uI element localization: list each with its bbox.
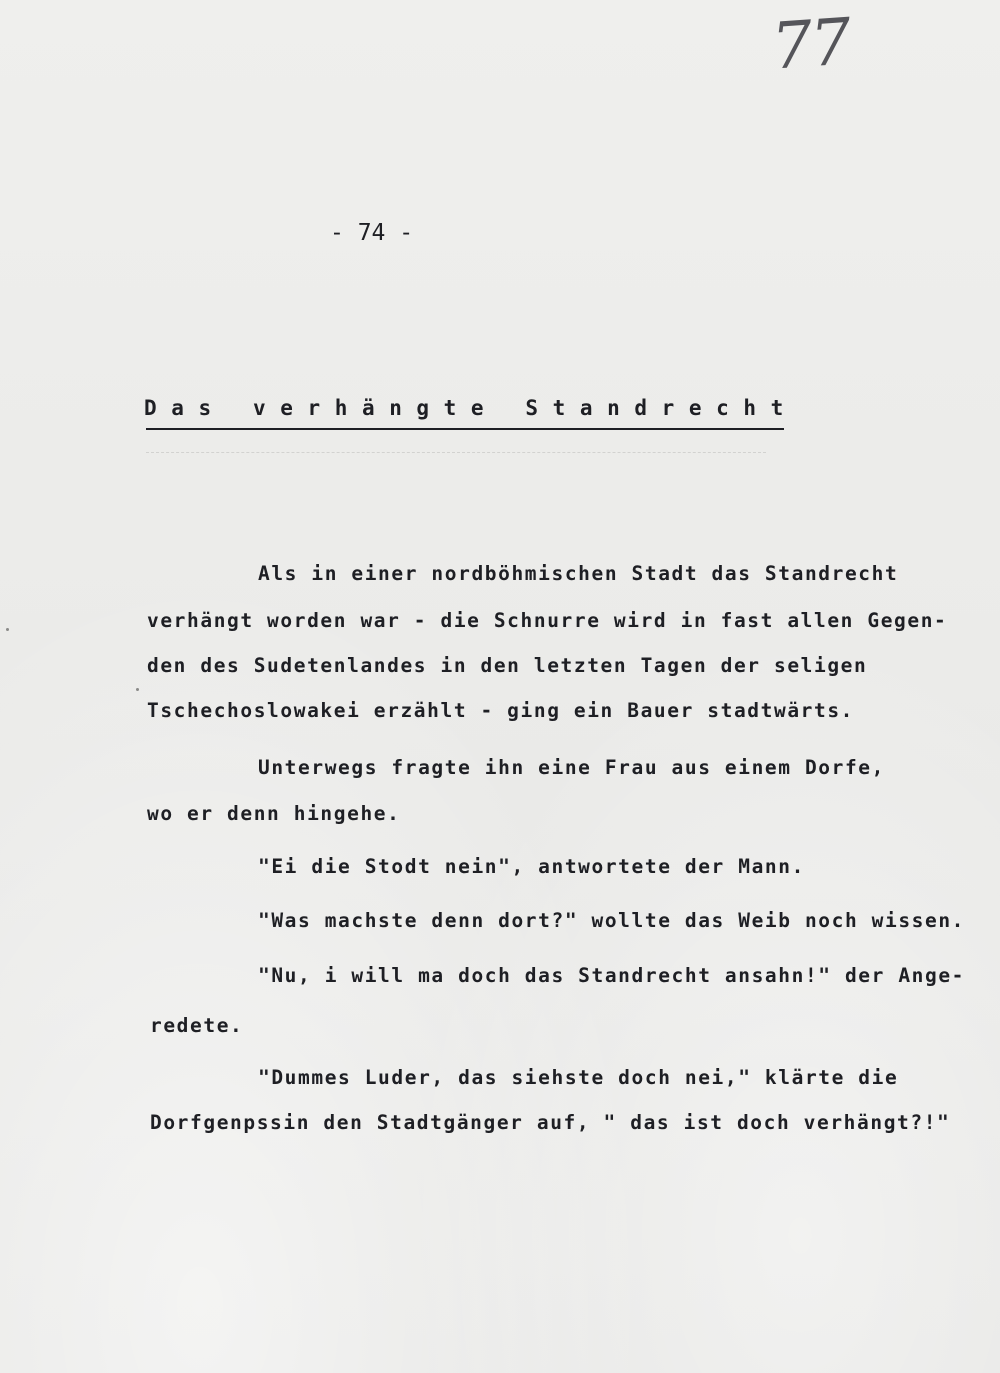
text-line: Unterwegs fragte ihn eine Frau aus einem Dorfe, <box>258 756 885 779</box>
handwritten-archive-number: 77 <box>769 5 852 85</box>
text-line: den des Sudetenlandes in den letzten Tagen der seligen <box>147 654 868 677</box>
text-line: "Dummes Luder, das siehste doch nei," klärte die <box>258 1066 899 1089</box>
paper-speck <box>136 688 139 691</box>
page-number: - 74 - <box>330 220 414 246</box>
text-line: Dorfgenpssin den Stadtgänger auf, " das ist doch verhängt?!" <box>150 1111 951 1134</box>
text-line: Als in einer nordböhmischen Stadt das Standrecht <box>258 562 899 585</box>
paper-speck <box>6 628 9 631</box>
text-line: verhängt worden war - die Schnurre wird in fast allen Gegen- <box>147 609 948 632</box>
text-line: redete. <box>150 1014 244 1037</box>
text-line: Tschechoslowakei erzählt - ging ein Bauer stadtwärts. <box>147 699 855 722</box>
text-line: "Ei die Stodt nein", antwortete der Mann. <box>258 855 805 878</box>
faint-dotted-rule <box>146 452 766 453</box>
text-line: wo er denn hingehe. <box>147 802 401 825</box>
title-underline <box>146 428 784 430</box>
text-line: "Nu, i will ma doch das Standrecht ansahn!" der Ange- <box>258 964 966 987</box>
text-line: "Was machste denn dort?" wollte das Weib noch wissen. <box>258 909 966 932</box>
document-title: Das verhängte Standrecht <box>144 396 798 420</box>
